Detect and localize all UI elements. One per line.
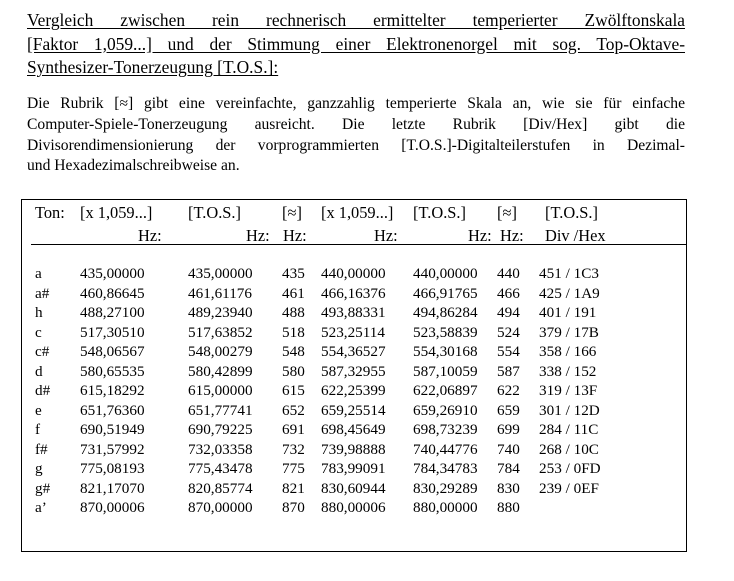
cell-note: g#: [35, 480, 51, 497]
cell-freq-tos-440: 740,44776: [413, 441, 478, 458]
cell-freq-calc-435: 435,00000: [80, 265, 145, 282]
cell-freq-calc-440: 554,36527: [321, 343, 386, 360]
cell-note: a’: [35, 499, 47, 516]
cell-divisor-hex: 284 / 11C: [539, 421, 599, 438]
cell-freq-tos-440: 880,00000: [413, 499, 478, 516]
cell-freq-approx-435: 615: [282, 382, 305, 399]
cell-divisor-hex: 239 / 0EF: [539, 480, 599, 497]
cell-note: c#: [35, 343, 50, 360]
cell-freq-approx-440: 466: [497, 285, 520, 302]
cell-freq-approx-440: 784: [497, 460, 520, 477]
cell-freq-approx-435: 435: [282, 265, 305, 282]
cell-freq-approx-435: 548: [282, 343, 305, 360]
cell-freq-approx-440: 622: [497, 382, 520, 399]
header-freq-tos-435: [T.O.S.]: [188, 203, 241, 222]
cell-freq-approx-440: 740: [497, 441, 520, 458]
cell-freq-calc-435: 488,27100: [80, 304, 145, 321]
cell-freq-tos-435: 548,00279: [188, 343, 253, 360]
header-unit-freq-tos-440: Hz:: [468, 226, 492, 245]
header-freq-approx-435: [≈]: [282, 203, 302, 222]
cell-freq-tos-440: 784,34783: [413, 460, 478, 477]
cell-freq-calc-435: 651,76360: [80, 402, 145, 419]
cell-freq-calc-435: 731,57992: [80, 441, 145, 458]
header-unit-freq-approx-440: Hz:: [500, 226, 524, 245]
cell-freq-approx-435: 488: [282, 304, 305, 321]
cell-freq-tos-440: 494,86284: [413, 304, 478, 321]
cell-divisor-hex: 451 / 1C3: [539, 265, 599, 282]
cell-divisor-hex: 301 / 12D: [539, 402, 600, 419]
cell-freq-calc-440: 880,00006: [321, 499, 386, 516]
cell-freq-approx-440: 659: [497, 402, 520, 419]
cell-freq-approx-435: 518: [282, 324, 305, 341]
cell-freq-approx-440: 699: [497, 421, 520, 438]
cell-freq-approx-440: 880: [497, 499, 520, 516]
cell-note: h: [35, 304, 43, 321]
cell-freq-approx-440: 524: [497, 324, 520, 341]
cell-freq-tos-440: 466,91765: [413, 285, 478, 302]
cell-freq-tos-440: 587,10059: [413, 363, 478, 380]
cell-freq-calc-440: 622,25399: [321, 382, 386, 399]
cell-freq-tos-435: 615,00000: [188, 382, 253, 399]
title-line: Vergleich zwischen rein rechnerisch ermittelter temperierter Zwölftonskala: [27, 10, 685, 30]
cell-freq-calc-435: 690,51949: [80, 421, 145, 438]
cell-freq-tos-435: 820,85774: [188, 480, 253, 497]
header-freq-approx-440: [≈]: [497, 203, 517, 222]
cell-note: d: [35, 363, 43, 380]
cell-freq-calc-440: 830,60944: [321, 480, 386, 497]
intro-line: und Hexadezimalschreibweise an.: [27, 157, 240, 175]
cell-freq-tos-440: 622,06897: [413, 382, 478, 399]
cell-freq-calc-435: 548,06567: [80, 343, 145, 360]
cell-note: g: [35, 460, 43, 477]
cell-freq-calc-440: 466,16376: [321, 285, 386, 302]
title-line: [Faktor 1,059...] und der Stimmung einer Elektronenorgel mit sog. Top-Oktave-: [27, 33, 685, 54]
intro-paragraph: [27, 94, 685, 177]
header-unit-freq-calc-440: Hz:: [374, 226, 398, 245]
cell-note: f#: [35, 441, 48, 458]
cell-freq-approx-435: 652: [282, 402, 305, 419]
cell-freq-calc-440: 587,32955: [321, 363, 386, 380]
cell-freq-calc-440: 523,25114: [321, 324, 385, 341]
cell-freq-calc-435: 870,00006: [80, 499, 145, 516]
header-unit-freq-tos-435: Hz:: [246, 226, 270, 245]
cell-freq-calc-435: 821,17070: [80, 480, 145, 497]
title-line: Synthesizer-Tonerzeugung [T.O.S.]:: [27, 57, 279, 77]
cell-freq-approx-435: 691: [282, 421, 305, 438]
cell-freq-tos-435: 517,63852: [188, 324, 253, 341]
cell-freq-tos-440: 523,58839: [413, 324, 478, 341]
header-unit-freq-approx-435: Hz:: [283, 226, 307, 245]
cell-note: a: [35, 265, 42, 282]
cell-divisor-hex: 358 / 166: [539, 343, 597, 360]
cell-freq-calc-435: 775,08193: [80, 460, 145, 477]
cell-freq-tos-440: 554,30168: [413, 343, 478, 360]
cell-freq-tos-435: 580,42899: [188, 363, 253, 380]
header-freq-tos-440: [T.O.S.]: [413, 203, 466, 222]
cell-freq-tos-440: 440,00000: [413, 265, 478, 282]
cell-freq-approx-440: 494: [497, 304, 520, 321]
cell-freq-tos-435: 870,00000: [188, 499, 253, 516]
cell-freq-approx-435: 870: [282, 499, 305, 516]
cell-divisor-hex: 401 / 191: [539, 304, 597, 321]
document-title: [27, 9, 685, 80]
cell-freq-calc-440: 440,00000: [321, 265, 386, 282]
cell-note: e: [35, 402, 42, 419]
cell-freq-calc-435: 580,65535: [80, 363, 145, 380]
cell-freq-tos-440: 830,29289: [413, 480, 478, 497]
cell-note: f: [35, 421, 41, 438]
cell-freq-tos-440: 698,73239: [413, 421, 478, 438]
cell-freq-tos-435: 651,77741: [188, 402, 253, 419]
cell-freq-calc-440: 493,88331: [321, 304, 386, 321]
cell-note: c: [35, 324, 42, 341]
cell-freq-tos-435: 489,23940: [188, 304, 253, 321]
cell-note: a#: [35, 285, 50, 302]
cell-freq-calc-440: 659,25514: [321, 402, 386, 419]
cell-divisor-hex: 268 / 10C: [539, 441, 599, 458]
intro-line: Die Rubrik [≈] gibt eine vereinfachte, ganzzahlig temperierte Skala an, wie sie für einfache: [27, 95, 685, 112]
cell-freq-calc-440: 783,99091: [321, 460, 386, 477]
cell-freq-approx-435: 821: [282, 480, 305, 497]
cell-freq-calc-435: 517,30510: [80, 324, 145, 341]
cell-freq-calc-435: 460,86645: [80, 285, 145, 302]
header-freq-calc-435: [x 1,059...]: [80, 203, 153, 222]
cell-freq-approx-435: 775: [282, 460, 305, 477]
cell-freq-approx-440: 830: [497, 480, 520, 497]
cell-freq-calc-440: 698,45649: [321, 421, 386, 438]
cell-freq-tos-435: 461,61176: [188, 285, 252, 302]
cell-freq-tos-435: 775,43478: [188, 460, 253, 477]
cell-freq-approx-440: 554: [497, 343, 520, 360]
cell-note: d#: [35, 382, 51, 399]
header-freq-calc-440: [x 1,059...]: [321, 203, 394, 222]
header-unit-freq-calc-435: Hz:: [138, 226, 162, 245]
cell-divisor-hex: 425 / 1A9: [539, 285, 600, 302]
header-divisor-hex: [T.O.S.]: [545, 203, 598, 222]
cell-freq-tos-435: 690,79225: [188, 421, 253, 438]
cell-divisor-hex: 319 / 13F: [539, 382, 598, 399]
cell-freq-approx-440: 587: [497, 363, 520, 380]
cell-freq-calc-440: 739,98888: [321, 441, 386, 458]
cell-freq-tos-435: 435,00000: [188, 265, 253, 282]
intro-line: Computer-Spiele-Tonerzeugung ausreicht. Die letzte Rubrik [Div/Hex] gibt die: [27, 115, 685, 133]
cell-freq-tos-440: 659,26910: [413, 402, 478, 419]
cell-divisor-hex: 379 / 17B: [539, 324, 599, 341]
cell-freq-calc-435: 615,18292: [80, 382, 145, 399]
cell-freq-approx-435: 461: [282, 285, 305, 302]
cell-divisor-hex: 338 / 152: [539, 363, 597, 380]
cell-divisor-hex: 253 / 0FD: [539, 460, 601, 477]
cell-freq-approx-435: 580: [282, 363, 305, 380]
cell-freq-approx-440: 440: [497, 265, 520, 282]
header-note: Ton:: [35, 203, 65, 222]
cell-freq-tos-435: 732,03358: [188, 441, 253, 458]
cell-freq-approx-435: 732: [282, 441, 305, 458]
header-unit-divisor-hex: Div /Hex: [545, 226, 606, 245]
intro-line: Divisorendimensionierung der vorprogrammierten [T.O.S.]-Digitalteilerstufen in Dezimal-: [27, 136, 685, 154]
